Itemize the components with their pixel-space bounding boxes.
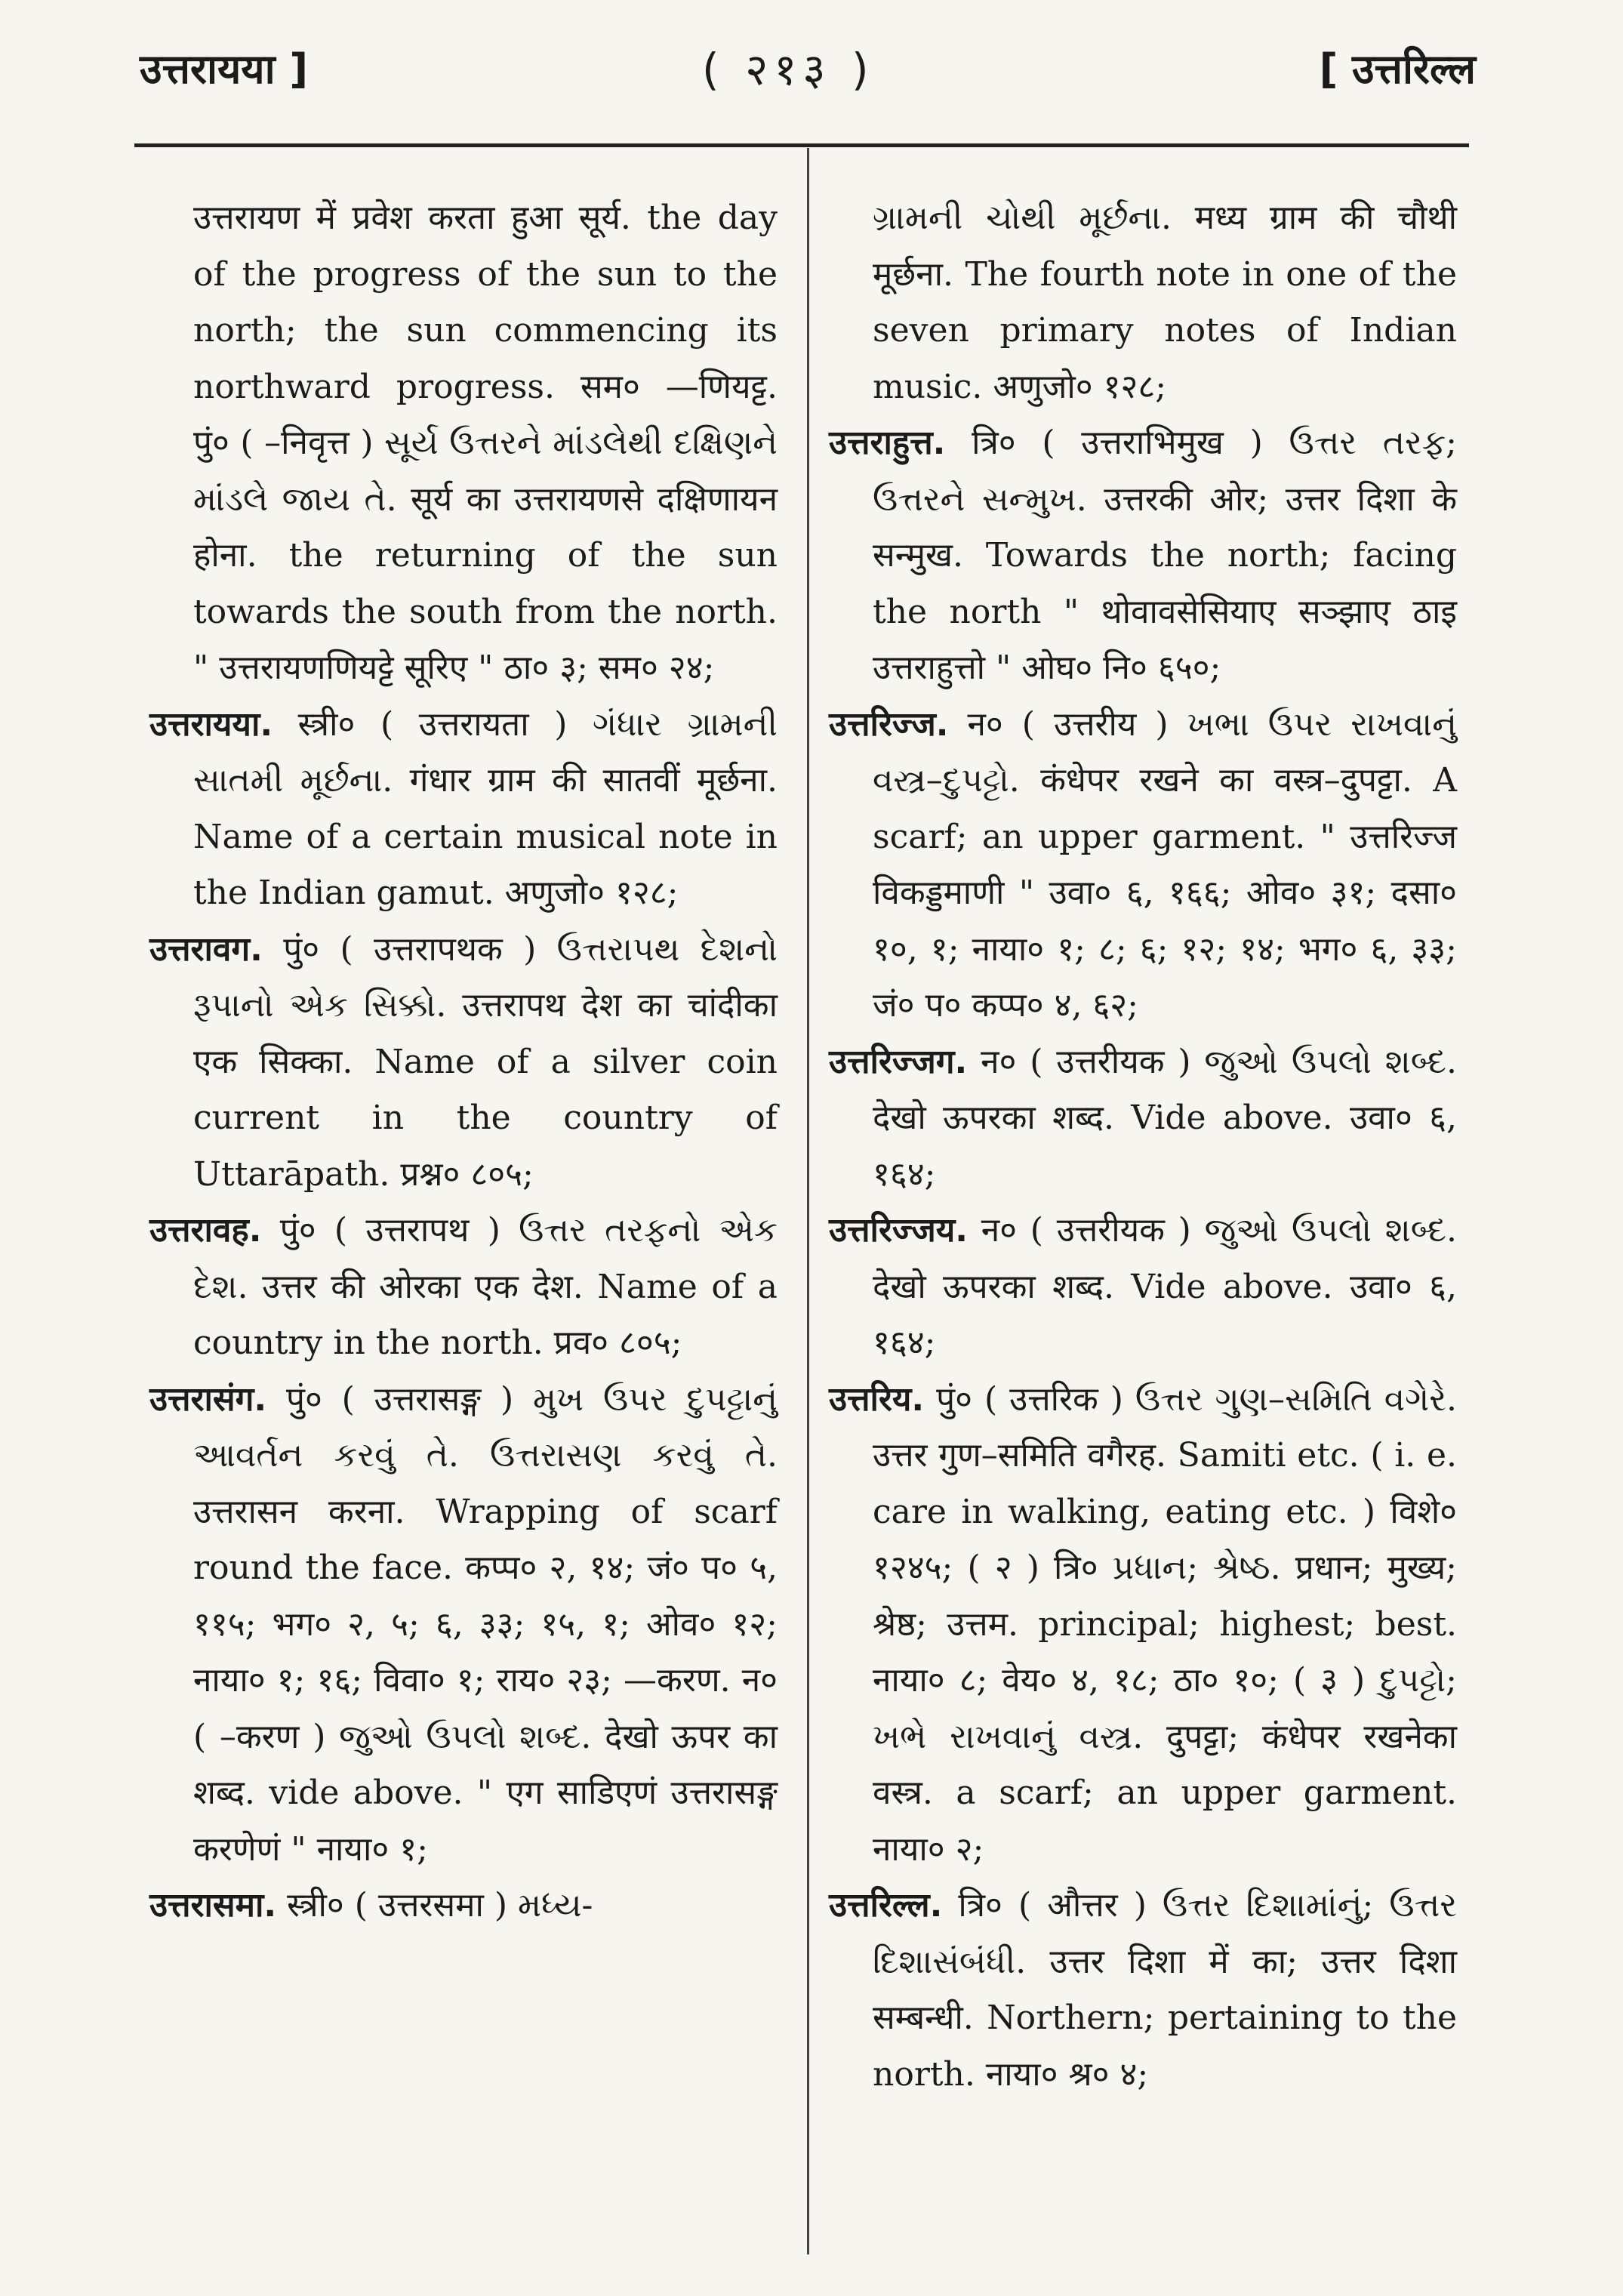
page-number: ( २१३ ) [702, 44, 875, 95]
entry-text: न० ( उत्तरीयक ) જુઓ ઉપલો શબ્દ. देखो ऊपरका शब्द. Vide above. उवा० ६, १६४; [873, 1211, 1457, 1362]
dictionary-entry [829, 415, 1457, 697]
dictionary-entry [149, 922, 778, 1203]
entry-text: पुं० ( उत्तरापथक ) ઉત્તરાપથ દેશનો રૂપાનો એક સિક્કો. उत्तरापथ देश का चांदीका एक सिक्का. Name of a silver coin current in the country of Uttarāpath. प्रश्न० ८०५; [193, 929, 778, 1194]
entry-headword: उत्तरिज्जग. [829, 1042, 968, 1081]
entry-headword: उत्तरिय. [829, 1379, 925, 1419]
dictionary-entry [829, 697, 1457, 1034]
entry-text: स्त्री० ( उत्तरायता ) ગંધાર ગ્રામની સાતમી મૂર્છના. गंधार ग्राम की सातवीं मूर्छना. Name of a certain musical note in the Indian gamut. अणुजो० १२८; [193, 704, 778, 912]
entry-headword: उत्तरिल्ल. [829, 1886, 943, 1925]
entry-text: स्त्री० ( उत्तरसमा ) મધ્ય- [287, 1886, 593, 1925]
entry-text: त्रि० ( औत्तर ) ઉત્તર દિશામાંનું; ઉત્તર દિશાસંબંધી. उत्तर दिशा में का; उत्तर दिशा सम्बन्धी. Northern; pertaining to the north. नाया० श्र० ४; [873, 1886, 1457, 2094]
dictionary-entry [149, 1372, 778, 1878]
dictionary-entry-continuation [829, 190, 1457, 415]
entry-headword: उत्तरावग. [149, 929, 263, 969]
dictionary-entry [829, 1034, 1457, 1203]
entry-headword: उत्तरिज्ज. [829, 704, 949, 744]
header-rule [134, 143, 1469, 147]
header-left-guideword: उत्तरायया ] [140, 45, 309, 93]
column-divider [807, 148, 809, 2254]
entry-text: पुं० ( उत्तरासङ्ग ) મુખ ઉપર દુપટ્ટાનું આવર્તન કરવું તે. ઉત્તરાસણ કરવું તે. उत्तरासन करना. Wrapping of scarf round the face. कप्प० २, १४; जं० प० ५, ११५; भग० २, ५; ६, ३३; १५, १; ओव० १२; नाया० १; १६; विवा० १; राय० २३; —करण. न० ( –करण ) જુઓ ઉપલો શબ્દ. देखो ऊपर का शब्द. vide above. " एग साडिएणं उत्तरासङ्ग करणेणं " नाया० १; [193, 1379, 778, 1869]
dictionary-entry-continuation [149, 190, 778, 697]
entry-headword: उत्तरायया. [149, 704, 273, 744]
entry-text: न० ( उत्तरीय ) ખભા ઉપર રાખવાનું વસ્ત્ર–દુપટ્ટો. कंधेपर रखने का वस्त्र–दुपट्टा. A scarf; an upper garment. " उत्तरिज्ज विकड्डमाणी " उवा० ६, १६६; ओव० ३१; दसा० १०, १; नाया० १; ८; ६; १२; १४; भग० ६, ३३; जं० प० कप्प० ४, ६२; [873, 704, 1457, 1025]
dictionary-entry [149, 697, 778, 922]
page-header [0, 0, 1623, 143]
entry-headword: उत्तराहुत्त. [829, 424, 946, 462]
entry-text: ગ્રામની ચોથી મૂર્છના. मध्य ग्राम की चौथी मूर्छना. The fourth note in one of the seven primary notes of Indian music. अणुजो० १२८; [873, 199, 1457, 406]
dictionary-entry [829, 1372, 1457, 1878]
entry-text: पुं० ( उत्तरापथ ) ઉત્તર તરફનો એક દેશ. उत्तर की ओरका एक देश. Name of a country in the north. प्रव० ८०५; [193, 1211, 778, 1362]
entry-headword: उत्तरावह. [149, 1211, 262, 1250]
dictionary-entry [149, 1203, 778, 1372]
dictionary-entry [829, 1878, 1457, 2103]
entry-text: त्रि० ( उत्तराभिमुख ) ઉત્તર તરફ; ઉત્તરને સન્મુખ. उत्तरकी ओर; उत्तर दिशा के सन्मुख. Towards the north; facing the north " थोवावसेसियाए सञ्झाए ठाइ उत्तराहुत्तो " ओघ० नि० ६५०; [873, 424, 1457, 687]
entry-text: उत्तरायण में प्रवेश करता हुआ सूर्य. the day of the progress of the sun to the north; the sun commencing its northward progress. सम० —णियट्ट. पुं० ( –निवृत्त ) સૂર્ય ઉત્તરને માંડલેથી દક્ષિણને માંડલે જાય તે. सूर्य का उत्तरायणसे दक्षिणायन होना. the returning of the sun towards the south from the north. " उत्तरायणणियट्टे सूरिए " ठा० ३; सम० २४; [193, 199, 778, 687]
dictionary-entry [149, 1878, 778, 1934]
left-column [149, 190, 778, 1934]
right-column [829, 190, 1457, 2103]
header-right-guideword: [ उत्तरिल्ल [1319, 45, 1476, 93]
entry-headword: उत्तरासंग. [149, 1379, 267, 1419]
entry-text: पुं० ( उत्तरिक ) ઉત્તર ગુણ–સમિતિ વગેરે. उत्तर गुण–समिति वगैरह. Samiti etc. ( i. e. care in walking, eating etc. ) विशे० १२४५; ( २ ) त्रि० પ્રધાન; શ્રેષ્ઠ. प्रधान; मुख्य; श्रेष्ठ; उत्तम. principal; highest; best. नाया० ८; वेय० ४, १८; ठा० १०; ( ३ ) દુપટ્ટો; ખભે રાખવાનું વસ્ત્ર. दुपट्टा; कंधेपर रखनेका वस्त्र. a scarf; an upper garment. नाया० २; [873, 1379, 1457, 1869]
dictionary-entry [829, 1203, 1457, 1372]
entry-headword: उत्तरिज्जय. [829, 1211, 968, 1250]
entry-headword: उत्तरासमा. [149, 1886, 277, 1925]
entry-text: न० ( उत्तरीयक ) જુઓ ઉપલો શબ્દ. देखो ऊपरका शब्द. Vide above. उवा० ६, १६४; [873, 1042, 1457, 1194]
